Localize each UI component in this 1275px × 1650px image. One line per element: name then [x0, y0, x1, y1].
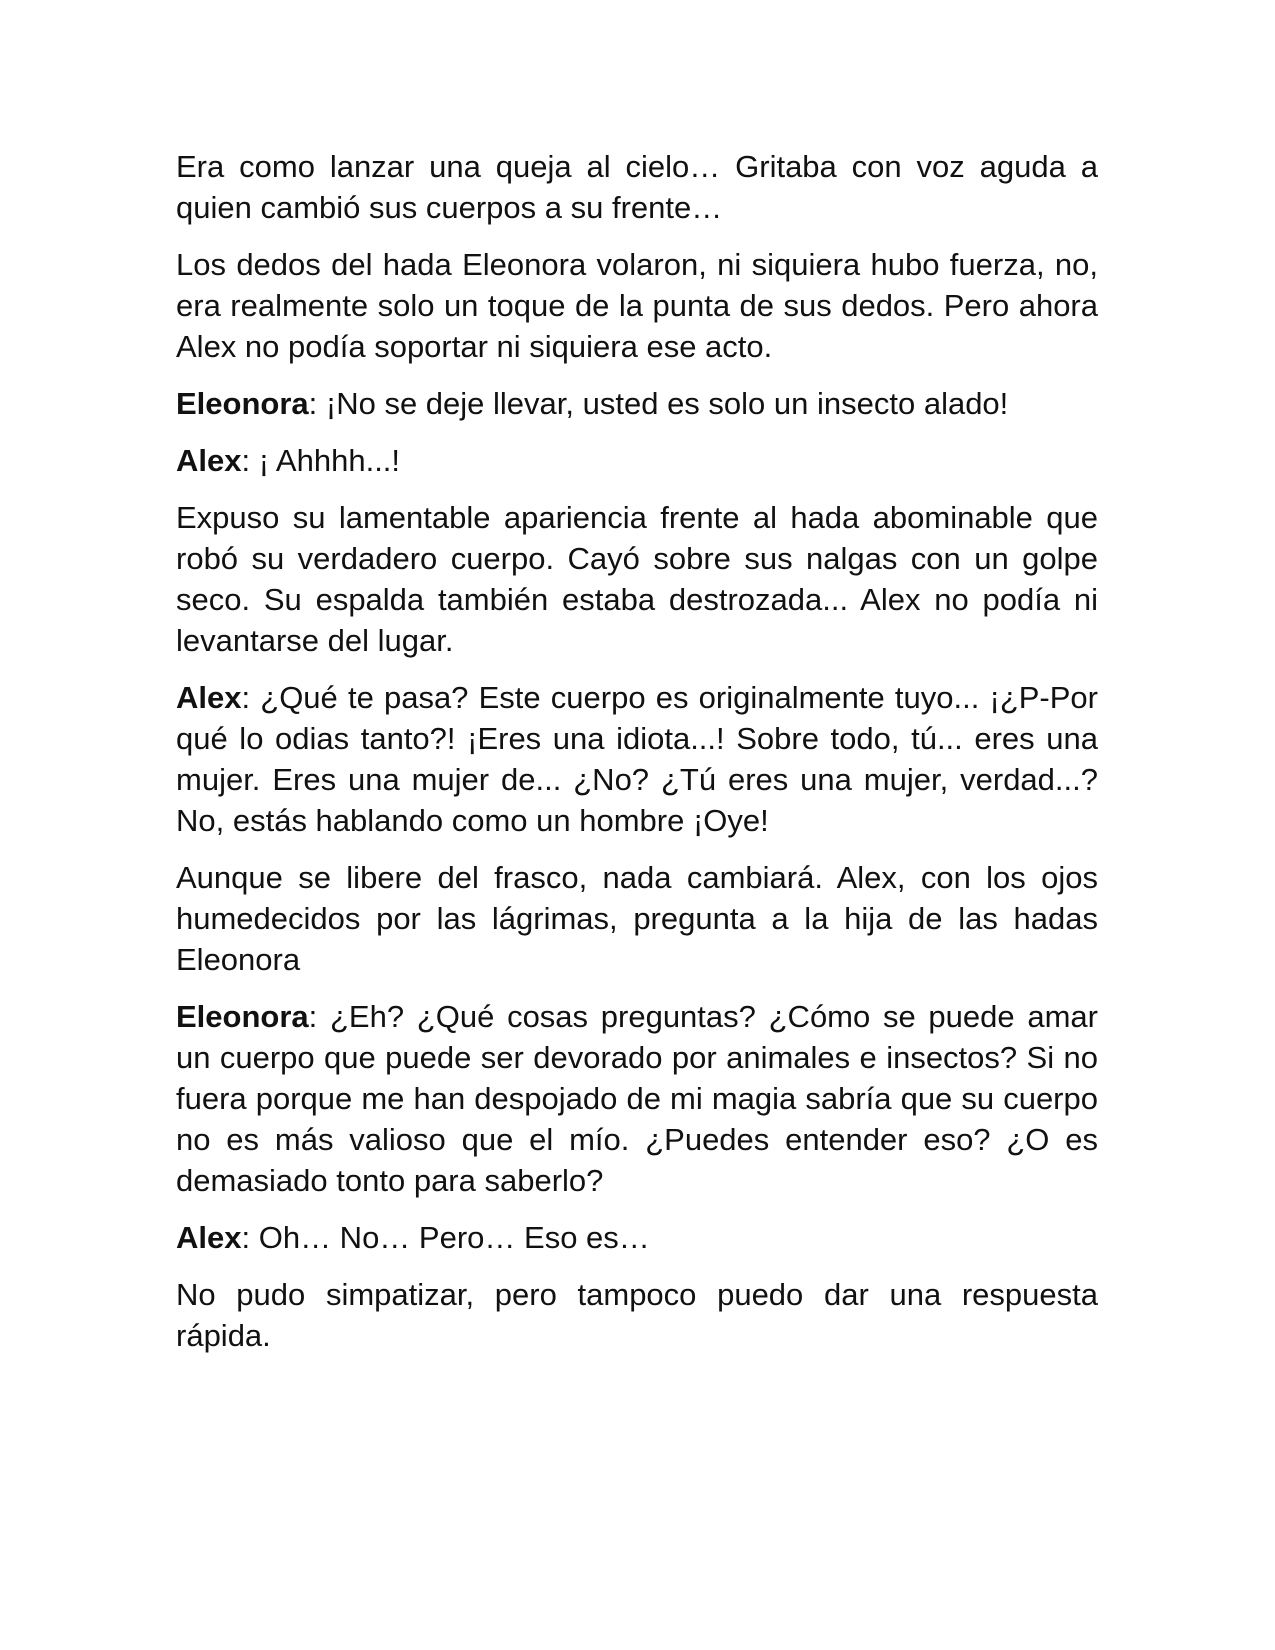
paragraph-text: Era como lanzar una queja al cielo… Gritaba con voz aguda a quien cambió sus cuerpos a su frente… [176, 149, 1098, 225]
paragraph-text: Aunque se libere del frasco, nada cambiará. Alex, con los ojos humedecidos por las lágrimas, pregunta a la hija de las hadas Eleonora [176, 860, 1098, 977]
paragraph [176, 857, 1098, 980]
dialogue-line [176, 996, 1098, 1201]
paragraph-text: No pudo simpatizar, pero tampoco puedo dar una respuesta rápida. [176, 1277, 1098, 1353]
speaker-name: Eleonora [176, 999, 309, 1034]
dialogue-line [176, 440, 1098, 481]
paragraph [176, 244, 1098, 367]
paragraph-text: Los dedos del hada Eleonora volaron, ni siquiera hubo fuerza, no, era realmente solo un toque de la punta de sus dedos. Pero ahora Alex no podía soportar ni siquiera ese acto. [176, 247, 1098, 364]
speaker-name: Alex [176, 443, 242, 478]
paragraph-text: Expuso su lamentable apariencia frente al hada abominable que robó su verdadero cuerpo. Cayó sobre sus nalgas con un golpe seco. Su espalda también estaba destrozada... Alex no podía ni levantarse del lugar. [176, 500, 1098, 658]
dialogue-line [176, 677, 1098, 841]
paragraph [176, 146, 1098, 228]
dialogue-text: : ¡ Ahhhh...! [241, 443, 401, 478]
dialogue-text: : ¿Qué te pasa? Este cuerpo es originalmente tuyo... ¡¿P-Por qué lo odias tanto?! ¡Eres una idiota...! Sobre todo, tú... eres una mujer. Eres una mujer de... ¿No? ¿Tú eres una mujer, verdad...? No, estás hablando como un hombre ¡Oye! [176, 680, 1098, 838]
dialogue-line [176, 1217, 1098, 1258]
speaker-name: Eleonora [176, 386, 309, 421]
dialogue-text: : Oh… No… Pero… Eso es… [241, 1220, 650, 1255]
dialogue-text: : ¿Eh? ¿Qué cosas preguntas? ¿Cómo se puede amar un cuerpo que puede ser devorado por animales e insectos? Si no fuera porque me han despojado de mi magia sabría que su cuerpo no es más valioso que el mío. ¿Puedes entender eso? ¿O es demasiado tonto para saberlo? [176, 999, 1098, 1198]
speaker-name: Alex [176, 1220, 242, 1255]
paragraph [176, 1274, 1098, 1356]
dialogue-line [176, 383, 1098, 424]
paragraph [176, 497, 1098, 661]
body-text [176, 146, 1098, 1372]
dialogue-text: : ¡No se deje llevar, usted es solo un insecto alado! [308, 386, 1009, 421]
speaker-name: Alex [176, 680, 242, 715]
